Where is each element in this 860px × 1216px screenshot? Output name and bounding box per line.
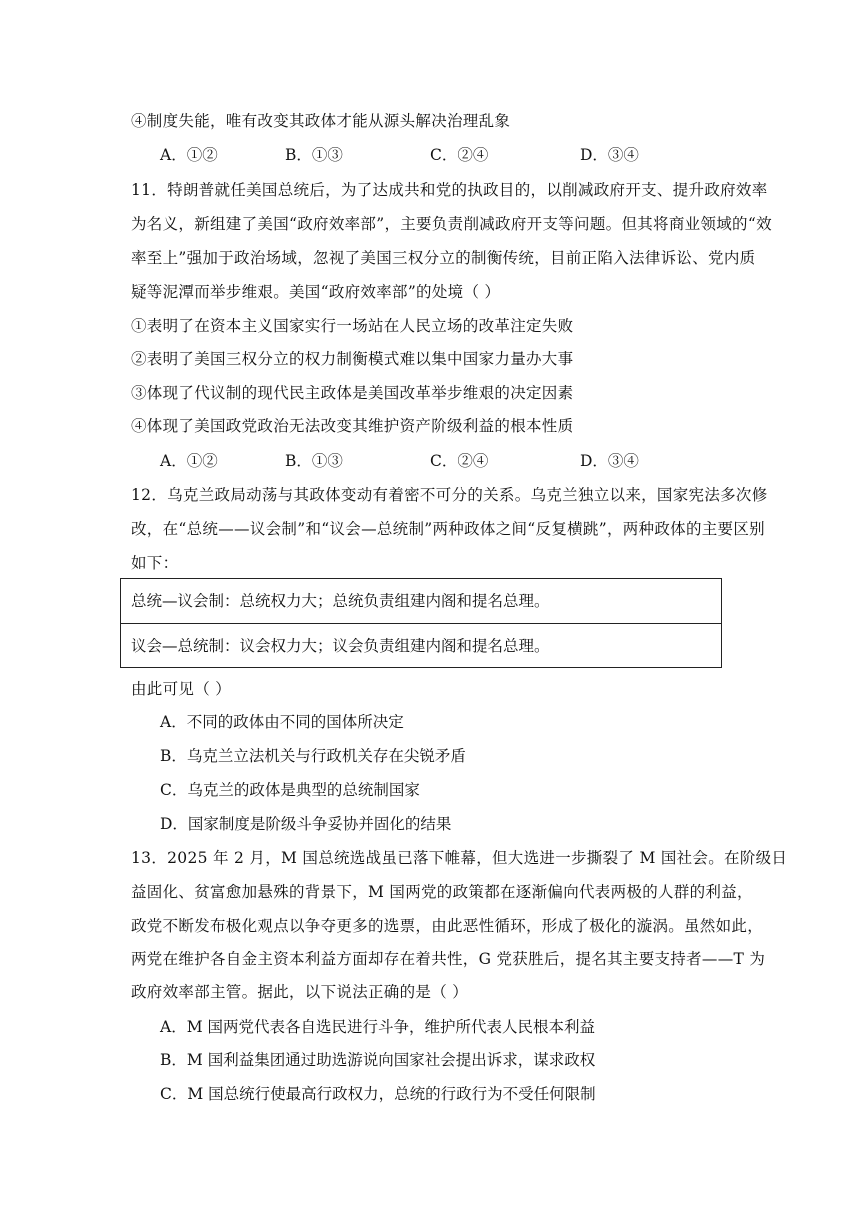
option-d: D．③④ [580, 146, 639, 164]
table-row: 总统—议会制：总统权力大；总统负责组建内阁和提名总理。 [121, 579, 721, 624]
q11-item-4: ④体现了美国政党政治无法改变其维护资产阶级利益的根本性质 [131, 417, 574, 435]
q12-option-c: C．乌克兰的政体是典型的总统制国家 [160, 781, 420, 799]
q13-stem-line-5: 政府效率部主管。据此，以下说法正确的是（ ） [131, 983, 469, 1001]
q13-option-a: A．M 国两党代表各自选民进行斗争，维护所代表人民根本利益 [160, 1018, 595, 1036]
q11-item-1: ①表明了在资本主义国家实行一场站在人民立场的改革注定失败 [131, 317, 574, 335]
option-a: A．①② [160, 146, 218, 164]
q12-stem-line-3: 如下： [131, 554, 179, 572]
comparison-table [120, 578, 722, 668]
q11-stem-line-3: 率至上”强加于政治场域，忽视了美国三权分立的制衡传统，目前正陷入法律诉讼、党内质 [131, 249, 756, 267]
table-row: 议会—总统制：议会权力大；议会负责组建内阁和提名总理。 [131, 637, 550, 655]
q12-option-d: D．国家制度是阶级斗争妥协并固化的结果 [160, 815, 452, 833]
q12-stem-line-2: 改，在“总统——议会制”和“议会—总统制”两种政体之间“反复横跳”，两种政体的主要区别 [131, 520, 765, 538]
q11-item-3: ③体现了代议制的现代民主政体是美国改革举步维艰的决定因素 [131, 384, 574, 402]
q13-stem-line-3: 政党不断发布极化观点以争夺更多的选票，由此恶性循环，形成了极化的漩涡。虽然如此， [131, 917, 764, 935]
q12-conclusion: 由此可见（ ） [131, 680, 232, 698]
q11-stem-line-4: 疑等泥潭而举步维艰。美国“政府效率部”的处境（ ） [131, 283, 501, 301]
q11-item-2: ②表明了美国三权分立的权力制衡模式难以集中国家力量办大事 [131, 350, 574, 368]
q11-stem-line-2: 为名义，新组建了美国“政府效率部”，主要负责削减政府开支等问题。但其将商业领域的“效 [131, 215, 772, 233]
q12-stem-line-1: 12．乌克兰政局动荡与其政体变动有着密不可分的关系。乌克兰独立以来，国家宪法多次修 [131, 486, 768, 504]
option-d: D．③④ [580, 452, 639, 470]
option-c: C．②④ [430, 146, 489, 164]
q12-option-b: B．乌克兰立法机关与行政机关存在尖锐矛盾 [160, 747, 466, 765]
option-b: B．①③ [285, 146, 343, 164]
q13-option-b: B．M 国利益集团通过助选游说向国家社会提出诉求，谋求政权 [160, 1051, 596, 1069]
option-c: C．②④ [430, 452, 489, 470]
q11-stem-line-1: 11．特朗普就任美国总统后，为了达成共和党的执政目的，以削减政府开支、提升政府效率 [131, 181, 768, 199]
option-a: A．①② [160, 452, 218, 470]
prev-item-4: ④制度失能，唯有改变其政体才能从源头解决治理乱象 [131, 112, 511, 130]
option-b: B．①③ [285, 452, 343, 470]
q13-stem-line-1: 13．2025 年 2 月，M 国总统选战虽已落下帷幕，但大选进一步撕裂了 M 国社会。在阶级日 [131, 849, 788, 867]
q13-stem-line-4: 两党在维护各自金主资本利益方面却存在着共性，G 党获胜后，提名其主要支持者——T 为 [131, 950, 766, 968]
q13-option-c: C．M 国总统行使最高行政权力，总统的行政行为不受任何限制 [160, 1085, 596, 1103]
q13-stem-line-2: 益固化、贫富愈加悬殊的背景下，M 国两党的政策都在逐渐偏向代表两极的人群的利益， [131, 883, 753, 901]
q12-option-a: A．不同的政体由不同的国体所决定 [160, 713, 404, 731]
